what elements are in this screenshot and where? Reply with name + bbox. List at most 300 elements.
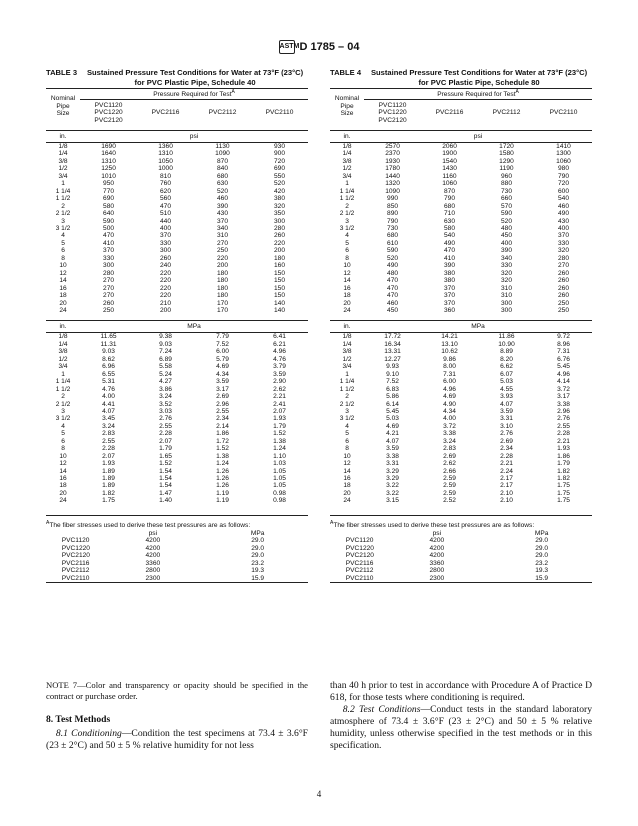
table-cell: 280 (273, 224, 285, 232)
fiber-stress-end (330, 583, 592, 586)
table-cell: 790 (387, 217, 399, 225)
fiber-psi: 3360 (429, 559, 445, 567)
table-cell: 250 (557, 299, 569, 307)
fiber-stress-end-rule (46, 583, 308, 586)
pipe-size: 16 (59, 475, 67, 483)
paragraph-8-2-text: —Conduct tests in the standard laboratory atmosphere of 73.4 ± 3.6°F (23 ± 2°C) and 50 ± 5 % relative humidity, unless otherwise specified in the test methods or in this specification. (330, 704, 592, 751)
table-cell: 470 (103, 232, 115, 240)
pressure-header-footnote: A (515, 89, 519, 95)
pipe-size: 3/4 (342, 172, 352, 180)
table-row (330, 348, 592, 355)
pipe-size: 1 1/4 (55, 378, 71, 386)
table-cell: 180 (217, 284, 229, 292)
table-cell: 520 (501, 217, 513, 225)
table-cell: 2.76 (500, 430, 513, 438)
table-cell: 3.59 (273, 370, 286, 378)
table-cell: 900 (273, 150, 285, 158)
paragraph-8-2 (330, 704, 592, 752)
table-cell: 790 (557, 172, 569, 180)
table-cell: 320 (273, 202, 285, 210)
table-cell: 4.07 (386, 437, 399, 445)
table-cell: 1.82 (557, 467, 570, 475)
table-row (330, 341, 592, 348)
table-cell: 890 (387, 210, 399, 218)
pipe-size: 1 1/4 (339, 378, 355, 386)
page-number: 4 (316, 789, 322, 799)
table-cell: 690 (103, 195, 115, 203)
table-cell: 1.89 (102, 482, 115, 490)
table-cell: 150 (273, 277, 285, 285)
table-row (330, 393, 592, 400)
table-cell: 1.05 (273, 482, 286, 490)
table-row (46, 453, 308, 460)
pipe-size: 4 (61, 422, 65, 430)
table-cell: 4.21 (386, 430, 399, 438)
table-cell: 4.00 (443, 415, 456, 423)
unit-row (330, 321, 592, 333)
table-cell: 260 (557, 269, 569, 277)
table-cell: 3.29 (386, 467, 399, 475)
table-cell: 2.10 (500, 489, 513, 497)
table-row (46, 218, 308, 225)
fiber-material-col (330, 530, 382, 537)
table-row (46, 195, 308, 202)
table-cell: 6.83 (386, 385, 399, 393)
table-cell: 3.24 (443, 437, 456, 445)
table-cell: 370 (444, 284, 456, 292)
table-row (46, 378, 308, 385)
table-cell: 1.79 (159, 445, 172, 453)
table-cell: 2.59 (443, 482, 456, 490)
table-cell: 1.19 (216, 489, 229, 497)
pipe-size: 1/8 (342, 143, 352, 150)
table-cell: 9.72 (557, 333, 570, 341)
nominal-size-label: Size (56, 110, 70, 118)
table-cell: 2.17 (500, 475, 513, 483)
material-header (535, 99, 592, 124)
table-row (330, 453, 592, 460)
pipe-size: 10 (343, 452, 351, 460)
table-cell: 510 (160, 210, 172, 218)
table-cell: 4.00 (102, 393, 115, 401)
table-cell: 470 (387, 277, 399, 285)
table-cell: 5.45 (386, 407, 399, 415)
table-cell: 3.45 (102, 415, 115, 423)
pipe-size: 3/8 (342, 157, 352, 165)
fiber-psi: 4200 (145, 552, 161, 560)
fiber-material: PVC2112 (345, 567, 374, 575)
fiber-stress-row (330, 567, 592, 574)
table-cell: 2060 (442, 143, 457, 150)
table-cell: 2.41 (273, 400, 286, 408)
table-cell: 4.41 (102, 400, 115, 408)
table-cell: 300 (273, 217, 285, 225)
table-cell: 4.69 (216, 363, 229, 371)
table-cell: 1.93 (273, 415, 286, 423)
nominal-size-header (330, 89, 364, 125)
table-cell: 180 (273, 254, 285, 262)
table-cell: 3.52 (159, 400, 172, 408)
table-cell: 680 (444, 202, 456, 210)
table-cell: 1540 (442, 157, 457, 165)
table-cell: 340 (501, 254, 513, 262)
table-cell: 1.05 (273, 475, 286, 483)
pipe-size: 6 (345, 437, 349, 445)
pipe-size: 5 (61, 239, 65, 247)
table-row (46, 468, 308, 475)
body-left-column (46, 680, 308, 752)
table-cell: 3.72 (557, 385, 570, 393)
table-cell: 270 (557, 262, 569, 270)
table-cell: 4.34 (216, 370, 229, 378)
table-cell: 2.90 (273, 378, 286, 386)
pipe-size: 10 (59, 262, 67, 270)
table-cell: 280 (103, 269, 115, 277)
spacer-cell (330, 505, 364, 511)
table-cell: 1310 (158, 150, 173, 158)
pipe-size: 3/8 (58, 348, 68, 356)
table-cell: 1290 (499, 157, 514, 165)
fiber-stress-row (330, 575, 592, 583)
table-row (330, 408, 592, 415)
table-cell: 310 (501, 292, 513, 300)
table-cell: 3.10 (500, 422, 513, 430)
pipe-size: 18 (343, 482, 351, 490)
table-cell: 310 (501, 284, 513, 292)
table-cell: 270 (103, 292, 115, 300)
fiber-stress-header (330, 530, 592, 537)
table-cell: 470 (387, 292, 399, 300)
pipe-size: 14 (59, 277, 67, 285)
table-cell: 370 (557, 232, 569, 240)
astm-logo-icon: ASTM (279, 40, 295, 54)
unit-row (330, 131, 592, 143)
fiber-material: PVC2116 (345, 559, 374, 567)
table-cell: 1.79 (557, 460, 570, 468)
table-row (46, 247, 308, 254)
unit-left: in. (330, 131, 364, 143)
fiber-psi: 2800 (429, 567, 445, 575)
table-cell: 4.96 (557, 370, 570, 378)
table-row (46, 430, 308, 437)
table-cell: 5.24 (159, 370, 172, 378)
table-cell: 2.14 (216, 422, 229, 430)
table-cell: 11.65 (100, 333, 117, 341)
material-header (478, 99, 535, 124)
fiber-psi: 2300 (429, 574, 445, 582)
table-row (330, 460, 592, 467)
table-cell: 7.52 (216, 340, 229, 348)
pressure-header (364, 89, 592, 100)
table-cell: 500 (103, 224, 115, 232)
pressure-header-footnote: A (231, 89, 235, 95)
table-cell: 5.31 (102, 378, 115, 386)
table-row (330, 203, 592, 210)
spacer-row (46, 505, 308, 511)
table-cell: 430 (217, 210, 229, 218)
fiber-material-col (46, 530, 98, 537)
table-cell: 1000 (158, 165, 173, 173)
pipe-size: 2 1/2 (55, 210, 71, 218)
table-cell: 300 (501, 306, 513, 314)
table-cell: 150 (273, 269, 285, 277)
table-cell: 210 (160, 299, 172, 307)
table-row (46, 307, 308, 314)
table-cell: 2.59 (443, 475, 456, 483)
table-cell: 13.31 (384, 348, 401, 356)
pipe-size: 5 (345, 430, 349, 438)
table-cell: 2.69 (216, 393, 229, 401)
data-table (330, 88, 592, 511)
table-cell: 260 (557, 292, 569, 300)
table-caption (330, 68, 592, 88)
pipe-size: 1 1/2 (55, 195, 71, 203)
table-row (330, 165, 592, 172)
table-row (46, 438, 308, 445)
pipe-size: 1 1/2 (55, 385, 71, 393)
table-cell: 1360 (158, 143, 173, 150)
material-name: PVC2116 (435, 109, 464, 117)
table-cell: 870 (444, 187, 456, 195)
table-cell: 340 (217, 224, 229, 232)
table-cell: 400 (557, 224, 569, 232)
table-number: TABLE 3 (46, 68, 78, 77)
table-cell: 550 (273, 172, 285, 180)
nominal-size-label: Size (340, 110, 354, 118)
table-cell: 450 (501, 232, 513, 240)
table-cell: 460 (387, 299, 399, 307)
table-cell: 270 (103, 284, 115, 292)
table-cell: 370 (103, 247, 115, 255)
document-header (0, 40, 638, 54)
table-cell: 10.62 (441, 348, 458, 356)
pipe-size: 2 1/2 (55, 400, 71, 408)
table-cell: 570 (501, 202, 513, 210)
pipe-size: 2 1/2 (339, 400, 355, 408)
table-cell: 7.52 (386, 378, 399, 386)
table-cell: 3.17 (557, 393, 570, 401)
table-row (330, 356, 592, 363)
pipe-size: 18 (59, 482, 67, 490)
table-cell: 7.31 (557, 348, 570, 356)
fiber-stress-end-rule (330, 583, 592, 586)
table-cell: 850 (387, 202, 399, 210)
table-cell: 220 (160, 284, 172, 292)
table-cell: 4.69 (386, 422, 399, 430)
pipe-size: 1/2 (58, 165, 68, 173)
table-row (330, 262, 592, 269)
table-row (46, 240, 308, 247)
table-row (46, 363, 308, 370)
table-row (46, 423, 308, 430)
table-cell: 2.69 (443, 452, 456, 460)
table-cell: 1.03 (273, 460, 286, 468)
header-row (46, 89, 308, 100)
pipe-size: 2 (345, 393, 349, 401)
table-row (46, 371, 308, 378)
table-cell: 9.10 (386, 370, 399, 378)
table-cell: 2.66 (443, 467, 456, 475)
table-cell: 610 (387, 239, 399, 247)
table-cell: 980 (557, 165, 569, 173)
fiber-stress-row (46, 537, 308, 544)
table-cell: 3.38 (386, 452, 399, 460)
table-cell: 220 (160, 269, 172, 277)
table-cell: 6.07 (500, 370, 513, 378)
fiber-stress-row (330, 537, 592, 544)
table-cell: 4.55 (500, 385, 513, 393)
pipe-size: 1 1/2 (339, 195, 355, 203)
pipe-size: 14 (343, 277, 351, 285)
pipe-size: 24 (59, 497, 67, 505)
table-cell: 1090 (385, 187, 400, 195)
table-row (46, 393, 308, 400)
pressure-header-text: Pressure Required for Test (437, 91, 516, 99)
materials-row (330, 99, 592, 124)
table-cell: 2.55 (102, 437, 115, 445)
table-cell: 2.28 (102, 445, 115, 453)
pipe-size: 16 (59, 284, 67, 292)
table-row (330, 482, 592, 489)
table-row (46, 165, 308, 172)
table-row (46, 232, 308, 239)
table-row (46, 497, 308, 504)
table-cell: 7.24 (159, 348, 172, 356)
material-name: PVC2112 (492, 109, 521, 117)
footnote-marker: A (46, 519, 50, 526)
pipe-size: 18 (343, 292, 351, 300)
fiber-psi: 4200 (145, 544, 161, 552)
table-cell: 1.52 (159, 460, 172, 468)
table-cell: 680 (387, 232, 399, 240)
table-cell: 370 (217, 217, 229, 225)
table-cell: 170 (217, 306, 229, 314)
pipe-size: 1 (61, 180, 65, 188)
pipe-size: 3 (345, 407, 349, 415)
table-cell: 220 (217, 254, 229, 262)
table-cell: 260 (160, 254, 172, 262)
table-cell: 1160 (442, 172, 457, 180)
table-cell: 460 (217, 195, 229, 203)
table-cell: 7.79 (216, 333, 229, 341)
pipe-size: 3/8 (58, 157, 68, 165)
fiber-psi: 4200 (429, 544, 445, 552)
table-cell: 200 (217, 262, 229, 270)
table-row (46, 490, 308, 497)
fiber-mpa: 29.0 (535, 537, 549, 545)
table-cell: 620 (160, 187, 172, 195)
table-row (330, 371, 592, 378)
table-cell: 1.75 (102, 497, 115, 505)
pipe-size: 1/2 (58, 355, 68, 363)
table-cell: 490 (444, 239, 456, 247)
fiber-psi: 2800 (145, 567, 161, 575)
table-cell: 1.38 (273, 437, 286, 445)
table-cell: 460 (557, 202, 569, 210)
paragraph-8-1 (46, 728, 308, 752)
table-cell: 390 (501, 247, 513, 255)
pipe-size: 10 (59, 452, 67, 460)
table-cell: 1.24 (273, 445, 286, 453)
table-cell: 2.10 (500, 497, 513, 505)
pipe-size: 1/4 (58, 340, 68, 348)
table-cell: 8.00 (443, 363, 456, 371)
table-row (330, 225, 592, 232)
table-cell: 4.96 (273, 348, 286, 356)
table-cell: 590 (103, 217, 115, 225)
table-cell: 2.28 (159, 430, 172, 438)
table-cell: 1.10 (273, 452, 286, 460)
table-row (330, 300, 592, 307)
table-row (46, 270, 308, 277)
unit-label: MPa (364, 321, 592, 333)
pipe-size: 4 (345, 422, 349, 430)
table-title: Sustained Pressure Test Conditions for Water at 73°F (23°C) for PVC Plastic Pipe, Schedule 80 (370, 68, 588, 87)
pipe-size: 1/4 (58, 150, 68, 158)
pipe-size: 24 (343, 306, 351, 314)
material-header (80, 99, 137, 124)
material-header (251, 99, 308, 124)
pipe-size: 3 (345, 217, 349, 225)
table-row (330, 445, 592, 452)
pipe-size: 3/4 (58, 363, 68, 371)
pipe-size: 1 (61, 370, 65, 378)
table-cell: 3.72 (443, 422, 456, 430)
pipe-size: 1/8 (58, 143, 68, 150)
table-cell: 520 (273, 180, 285, 188)
pipe-size: 2 (61, 393, 65, 401)
table-cell: 1580 (499, 150, 514, 158)
fiber-material: PVC1120 (61, 537, 90, 545)
fiber-mpa: 23.2 (535, 559, 549, 567)
fiber-mpa: 29.0 (535, 544, 549, 552)
fiber-psi: 4200 (145, 537, 161, 545)
table-cell: 1190 (499, 165, 514, 173)
table-cell: 1060 (442, 180, 457, 188)
pipe-size: 16 (343, 475, 351, 483)
table-cell: 3.22 (386, 489, 399, 497)
table-cell: 3.31 (386, 460, 399, 468)
table-cell: 480 (501, 224, 513, 232)
table-cell: 1.89 (102, 475, 115, 483)
footnote-text (46, 519, 308, 530)
table-cell: 6.55 (102, 370, 115, 378)
table-cell: 250 (103, 306, 115, 314)
fiber-mpa: 29.0 (251, 552, 265, 560)
table-row (330, 497, 592, 504)
table-cell: 5.79 (216, 355, 229, 363)
table-cell: 1.75 (557, 497, 570, 505)
table-cell: 2.96 (557, 407, 570, 415)
material-name: PVC2120 (94, 116, 123, 124)
fiber-unit: psi (148, 530, 158, 538)
table-cell: 9.38 (159, 333, 172, 341)
table-row (330, 247, 592, 254)
pipe-size: 1 1/4 (339, 187, 355, 195)
table-cell: 200 (160, 306, 172, 314)
table-cell: 300 (160, 247, 172, 255)
table-row (46, 203, 308, 210)
table-cell: 6.96 (102, 363, 115, 371)
pipe-size: 1/2 (342, 165, 352, 173)
pipe-size: 12 (59, 269, 67, 277)
table-cell: 640 (103, 210, 115, 218)
table-cell: 1.26 (216, 467, 229, 475)
table-cell: 2.96 (216, 400, 229, 408)
fiber-stress-row (46, 560, 308, 567)
table-cell: 5.03 (386, 415, 399, 423)
table-row (330, 307, 592, 314)
